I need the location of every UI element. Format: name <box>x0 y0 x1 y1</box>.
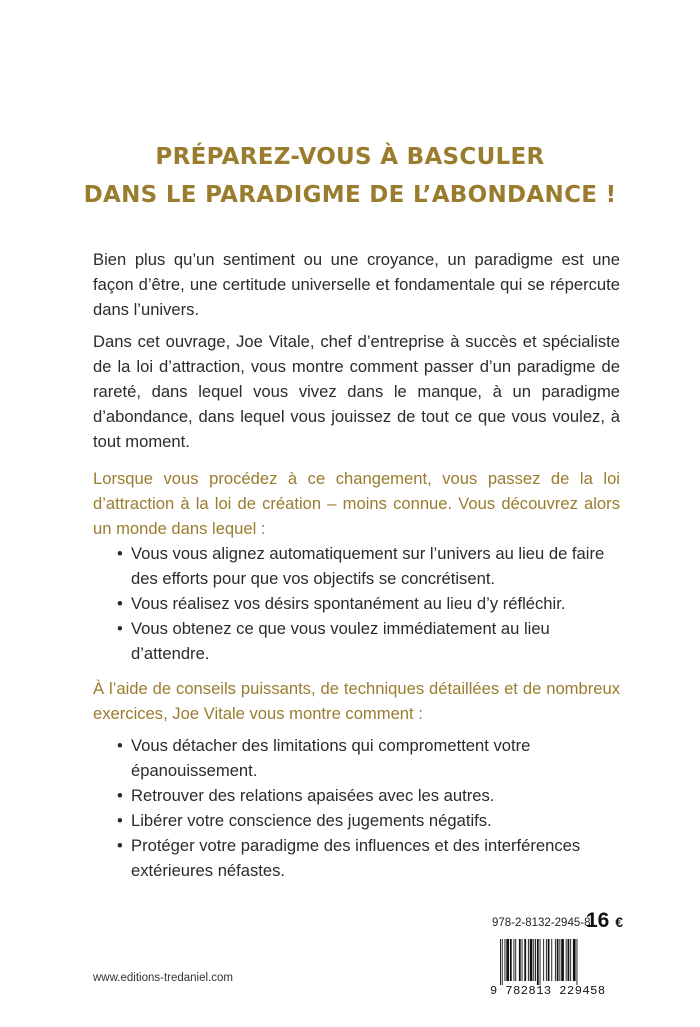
paragraph-intro: Bien plus qu’un sentiment ou une croyance, un paradigme est une façon d’être, une certitude universelle et fondamentale qui se répercute dans l’univers. <box>93 250 620 319</box>
barcode-bar <box>505 939 506 981</box>
price-currency: € <box>615 914 623 930</box>
list-item-text: Retrouver des relations apaisées avec les autres. <box>131 786 495 805</box>
bullet-dot: • <box>117 594 123 613</box>
barcode-bar <box>500 939 501 985</box>
barcode-bar <box>528 939 529 981</box>
barcode-bar <box>566 939 567 981</box>
barcode-bar <box>555 939 556 981</box>
barcode-bar <box>522 939 523 981</box>
barcode-bar <box>506 939 509 981</box>
bullet-dot: • <box>117 786 123 805</box>
bullet-dot: • <box>117 836 123 855</box>
headline-line-1: PRÉPAREZ-VOUS À BASCULER <box>155 144 545 170</box>
list-item-text: Protéger votre paradigme des influences et des interférences extérieures néfastes. <box>131 836 581 880</box>
barcode-bar <box>533 939 534 981</box>
barcode-bar <box>551 939 552 981</box>
barcode-bar <box>530 939 533 981</box>
bullet-dot: • <box>117 619 123 638</box>
barcode-bar <box>568 939 570 981</box>
list-item <box>117 591 620 616</box>
barcode-bar <box>543 939 544 981</box>
list-item <box>117 833 620 883</box>
bullet-dot: • <box>117 544 123 563</box>
barcode-bar <box>573 939 576 981</box>
barcode-bar <box>561 939 564 981</box>
price-value: 16 <box>586 909 610 932</box>
barcode-bar <box>514 939 515 981</box>
barcode-bar <box>548 939 550 981</box>
headline <box>0 138 700 214</box>
list-item-text: Libérer votre conscience des jugements négatifs. <box>131 811 492 830</box>
list-item <box>117 616 620 666</box>
list-item <box>117 733 620 783</box>
list-item-text: Vous réalisez vos désirs spontanément au lieu d’y réfléchir. <box>131 594 566 613</box>
bullet-list-methods <box>117 733 620 883</box>
barcode-bar <box>519 939 521 981</box>
list-item <box>117 783 620 808</box>
barcode-bar <box>537 939 539 985</box>
barcode-bar <box>570 939 571 981</box>
barcode-bar <box>524 939 526 981</box>
barcode-bar <box>502 939 503 985</box>
paragraph-method: À l’aide de conseils puissants, de techniques détaillées et de nombreux exercices, Joe Vitale vous montre comment : <box>93 679 620 723</box>
isbn: 978-2-8132-2945-8 <box>492 917 591 929</box>
list-item <box>117 541 620 591</box>
list-item-text: Vous détacher des limitations qui compromettent votre épanouissement. <box>131 736 531 780</box>
list-item <box>117 808 620 833</box>
paragraph-change: Lorsque vous procédez à ce changement, vous passez de la loi d’attraction à la loi de création – moins connue. Vous découvrez alors un monde dans lequel : <box>93 469 620 538</box>
barcode-bar <box>535 939 536 981</box>
bullet-list-benefits <box>117 541 620 666</box>
barcode-bars <box>490 939 620 985</box>
barcode-bar <box>540 939 541 985</box>
barcode-bar <box>559 939 560 981</box>
publisher-website: www.editions-tredaniel.com <box>93 972 233 984</box>
barcode-bar <box>546 939 547 981</box>
barcode-digits: 9 782813 229458 <box>490 984 606 998</box>
barcode-bar <box>577 939 578 985</box>
barcode-bar <box>515 939 516 981</box>
bullet-dot: • <box>117 811 123 830</box>
barcode-bar <box>557 939 559 981</box>
bullet-dot: • <box>117 736 123 755</box>
barcode-bar <box>510 939 512 981</box>
paragraph-description: Dans cet ouvrage, Joe Vitale, chef d’entreprise à succès et spécialiste de la loi d’attraction, vous montre comment passer d’un paradigme de rareté, dans lequel vous vivez dans le manque, à un paradigme d’abondance, dans lequel vous jouissez de tout ce que vous voulez, à tout moment. <box>93 332 620 451</box>
price <box>586 909 623 933</box>
list-item-text: Vous obtenez ce que vous voulez immédiatement au lieu d’attendre. <box>131 619 550 663</box>
headline-line-2: DANS LE PARADIGME DE L’ABONDANCE ! <box>83 182 617 208</box>
list-item-text: Vous vous alignez automatiquement sur l’univers au lieu de faire des efforts pour que vos objectifs se concrétisent. <box>131 544 605 588</box>
